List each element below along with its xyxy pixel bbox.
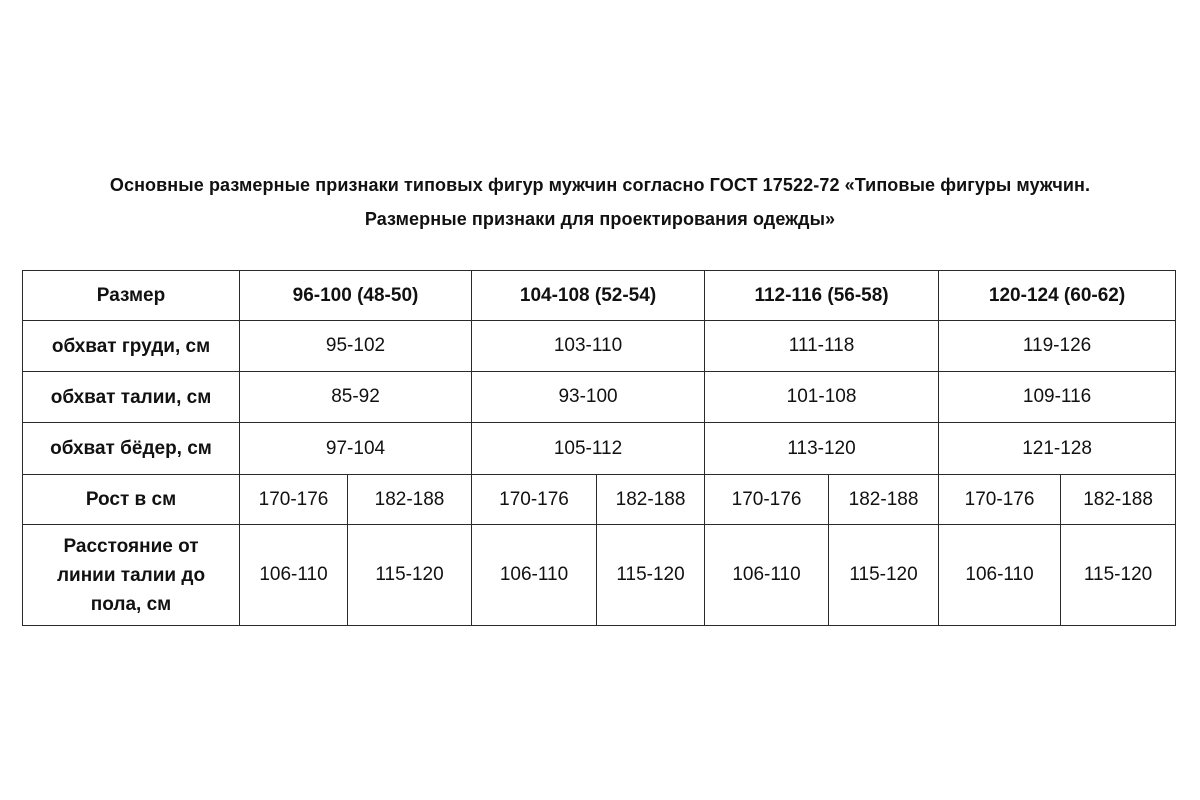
table-cell: 85-92 bbox=[240, 372, 472, 423]
table-cell: 170-176 bbox=[939, 475, 1061, 525]
table-row-distance bbox=[23, 525, 1176, 626]
table-cell: 170-176 bbox=[240, 475, 348, 525]
table-cell: 106-110 bbox=[705, 525, 829, 626]
table-row-chest bbox=[23, 321, 1176, 372]
document-title bbox=[0, 168, 1200, 236]
table-cell: 109-116 bbox=[939, 372, 1176, 423]
size-header-cell: 96-100 (48-50) bbox=[240, 271, 472, 321]
table-cell: 115-120 bbox=[829, 525, 939, 626]
table-cell: 111-118 bbox=[705, 321, 939, 372]
table-cell: 170-176 bbox=[472, 475, 597, 525]
row-label-line: Расстояние от bbox=[63, 535, 199, 557]
table-row-hip bbox=[23, 423, 1176, 475]
size-header-cell: 104-108 (52-54) bbox=[472, 271, 705, 321]
table-cell: 182-188 bbox=[1061, 475, 1176, 525]
title-line-1: Основные размерные признаки типовых фигур мужчин согласно ГОСТ 17522-72 «Типовые фигуры мужчин. bbox=[109, 175, 1091, 195]
table-cell: 182-188 bbox=[597, 475, 705, 525]
row-label-line: пола, см bbox=[90, 593, 172, 615]
row-label-height: Рост в см bbox=[23, 475, 240, 525]
table-cell: 170-176 bbox=[705, 475, 829, 525]
table-cell: 103-110 bbox=[472, 321, 705, 372]
size-header-label: Размер bbox=[23, 271, 240, 321]
row-label-chest: обхват груди, см bbox=[23, 321, 240, 372]
table-cell: 97-104 bbox=[240, 423, 472, 475]
row-label-line: линии талии до bbox=[56, 564, 206, 586]
table-cell: 115-120 bbox=[348, 525, 472, 626]
table-cell: 115-120 bbox=[1061, 525, 1176, 626]
size-header-cell: 112-116 (56-58) bbox=[705, 271, 939, 321]
size-header-cell: 120-124 (60-62) bbox=[939, 271, 1176, 321]
row-label-distance bbox=[23, 525, 240, 626]
table-cell: 93-100 bbox=[472, 372, 705, 423]
table-cell: 113-120 bbox=[705, 423, 939, 475]
table-cell: 121-128 bbox=[939, 423, 1176, 475]
table-cell: 106-110 bbox=[240, 525, 348, 626]
table-cell: 182-188 bbox=[829, 475, 939, 525]
table-cell: 106-110 bbox=[939, 525, 1061, 626]
table-cell: 182-188 bbox=[348, 475, 472, 525]
row-label-waist: обхват талии, см bbox=[23, 372, 240, 423]
table-header-row bbox=[23, 271, 1176, 321]
table-cell: 101-108 bbox=[705, 372, 939, 423]
row-label-hip: обхват бёдер, см bbox=[23, 423, 240, 475]
table-cell: 115-120 bbox=[597, 525, 705, 626]
table-cell: 119-126 bbox=[939, 321, 1176, 372]
title-line-2: Размерные признаки для проектирования одежды» bbox=[364, 209, 836, 229]
table-cell: 106-110 bbox=[472, 525, 597, 626]
table-cell: 95-102 bbox=[240, 321, 472, 372]
table-cell: 105-112 bbox=[472, 423, 705, 475]
table-row-height bbox=[23, 475, 1176, 525]
size-table bbox=[22, 270, 1176, 626]
table-row-waist bbox=[23, 372, 1176, 423]
